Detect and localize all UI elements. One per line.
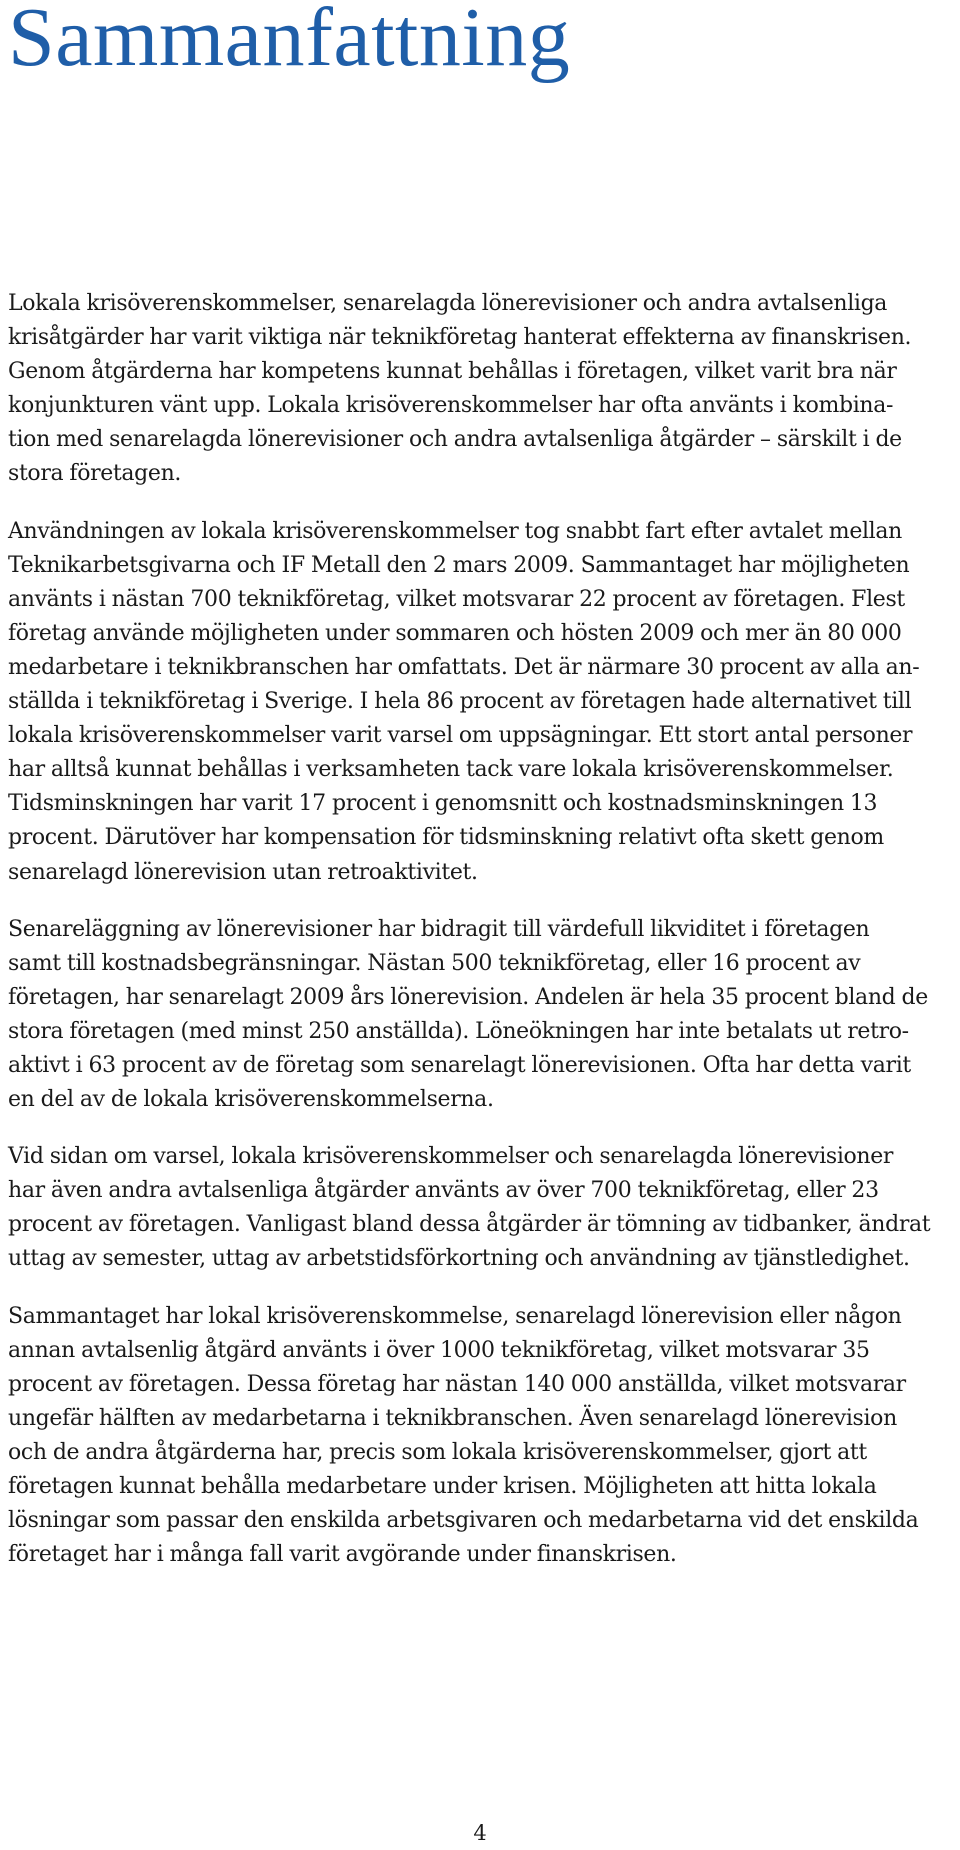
- text-line: företaget har i många fall varit avgörande under finanskrisen.: [8, 1542, 677, 1568]
- text-line: samt till kostnadsbegränsningar. Nästan 500 teknikföretag, eller 16 procent av: [8, 950, 861, 976]
- text-line: Vid sidan om varsel, lokala krisöverenskommelser och senarelagda lönerevisioner: [8, 1144, 894, 1170]
- text-line: Sammantaget har lokal krisöverenskommelse, senarelagd lönerevision eller någon: [8, 1303, 902, 1329]
- text-line: har även andra avtalsenliga åtgärder använts av över 700 teknikföretag, eller 23: [8, 1178, 879, 1204]
- body-text: [8, 287, 958, 1595]
- paragraph: [8, 1300, 958, 1573]
- text-line: senarelagd lönerevision utan retroaktivitet.: [8, 859, 478, 885]
- text-line: företagen kunnat behålla medarbetare under krisen. Möjligheten att hitta lokala: [8, 1474, 877, 1499]
- text-line: uttag av semester, uttag av arbetstidsförkortning och användning av tjänstledighet.: [8, 1246, 910, 1272]
- page-number: 4: [473, 1821, 487, 1845]
- page-title: Sammanfattning: [8, 0, 571, 84]
- text-line: medarbetare i teknikbranschen har omfattats. Det är närmare 30 procent av alla an-: [8, 654, 920, 680]
- text-line: annan avtalsenlig åtgärd använts i över 1000 teknikföretag, vilket motsvarar 35: [8, 1337, 870, 1363]
- text-line: aktivt i 63 procent av de företag som senarelagt lönerevisionen. Ofta har detta varit: [8, 1052, 911, 1078]
- text-line: lösningar som passar den enskilda arbetsgivaren och medarbetarna vid det enskilda: [8, 1508, 919, 1534]
- text-line: Användningen av lokala krisöverenskommelser tog snabbt fart efter avtalet mellan: [8, 518, 902, 544]
- text-line: krisåtgärder har varit viktiga när teknikföretag hanterat effekterna av finanskrisen.: [8, 325, 912, 351]
- text-line: procent. Därutöver har kompensation för tidsminskning relativt ofta skett genom: [8, 825, 884, 851]
- text-line: ungefär hälften av medarbetarna i teknikbranschen. Även senarelagd lönerevision: [8, 1405, 897, 1431]
- text-line: konjunkturen vänt upp. Lokala krisöverenskommelser har ofta använts i kombina-: [8, 393, 894, 419]
- text-line: stora företagen (med minst 250 anställda). Löneökningen har inte betalats ut retro-: [8, 1018, 909, 1044]
- text-line: Tidsminskningen har varit 17 procent i genomsnitt och kostnadsminskningen 13: [8, 791, 878, 817]
- text-line: Teknikarbetsgivarna och IF Metall den 2 mars 2009. Sammantaget har möjligheten: [8, 552, 910, 578]
- text-line: procent av företagen. Dessa företag har nästan 140 000 anställda, vilket motsvarar: [8, 1371, 906, 1397]
- paragraph: [8, 913, 958, 1118]
- paragraph: [8, 287, 958, 492]
- text-line: ställda i teknikföretag i Sverige. I hela 86 procent av företagen hade alternativet till: [8, 689, 912, 715]
- paragraph: [8, 1140, 958, 1276]
- text-line: lokala krisöverenskommelser varit varsel om uppsägningar. Ett stort antal personer: [8, 723, 913, 749]
- text-line: stora företagen.: [8, 461, 182, 487]
- text-line: procent av företagen. Vanligast bland dessa åtgärder är tömning av tidbanker, ändrat: [8, 1212, 931, 1238]
- text-line: en del av de lokala krisöverenskommelserna.: [8, 1087, 494, 1113]
- text-line: har alltså kunnat behållas i verksamheten tack vare lokala krisöverenskommelser.: [8, 757, 894, 783]
- text-line: företag använde möjligheten under sommaren och hösten 2009 och mer än 80 000: [8, 620, 902, 646]
- text-line: företagen, har senarelagt 2009 års lönerevision. Andelen är hela 35 procent bland de: [8, 984, 928, 1010]
- text-line: tion med senarelagda lönerevisioner och andra avtalsenliga åtgärder – särskilt i de: [8, 427, 902, 453]
- text-line: Genom åtgärderna har kompetens kunnat behållas i företagen, vilket varit bra när: [8, 359, 897, 385]
- text-line: använts i nästan 700 teknikföretag, vilket motsvarar 22 procent av företagen. Flest: [8, 586, 905, 612]
- text-line: Senareläggning av lönerevisioner har bidragit till värdefull likviditet i företagen: [8, 916, 870, 942]
- text-line: Lokala krisöverenskommelser, senarelagda lönerevisioner och andra avtalsenliga: [8, 291, 888, 316]
- text-line: och de andra åtgärderna har, precis som lokala krisöverenskommelser, gjort att: [8, 1439, 867, 1465]
- paragraph: [8, 515, 958, 890]
